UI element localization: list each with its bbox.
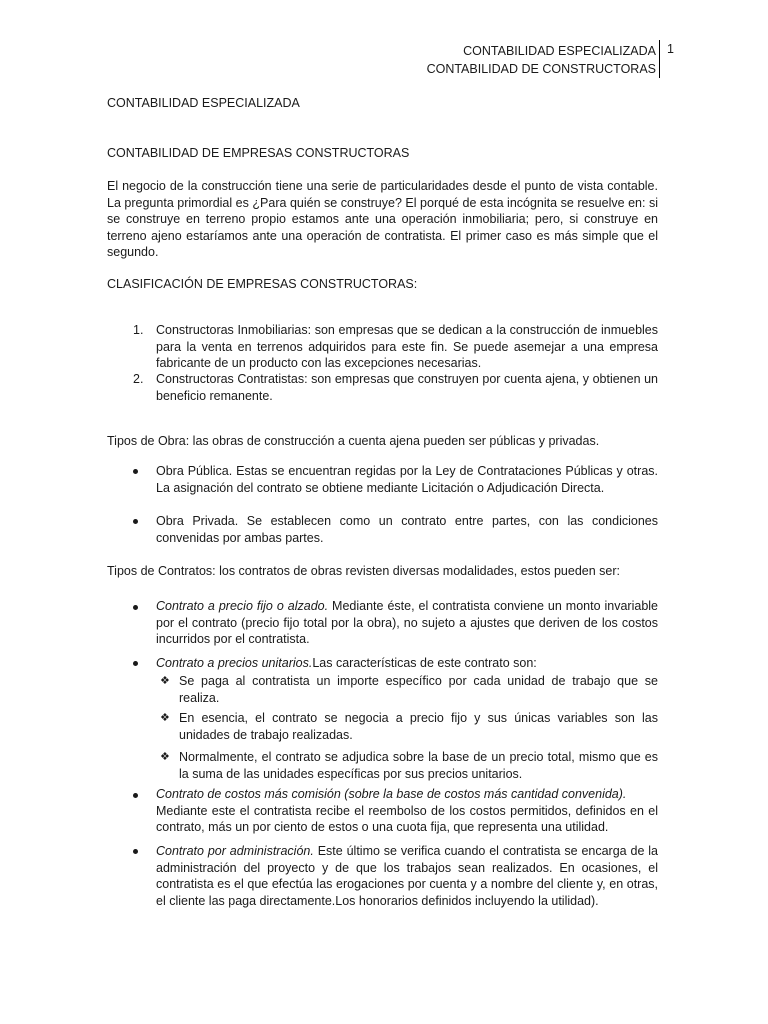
header-line-1: CONTABILIDAD ESPECIALIZADA bbox=[463, 44, 656, 58]
bullet-icon bbox=[133, 519, 138, 524]
diamond-bullet-icon: ❖ bbox=[160, 751, 170, 763]
list-item-costos-comision bbox=[156, 786, 658, 836]
classification-heading: CLASIFICACIÓN DE EMPRESAS CONSTRUCTORAS: bbox=[107, 277, 418, 291]
item-text: Mediante éste, el contratista conviene un monto invariable por el contrato (precio fijo total por la obra), no sujeto a ajustes que deriven de los costos incurridos por el contratista. bbox=[156, 599, 659, 647]
section-title: CONTABILIDAD DE EMPRESAS CONSTRUCTORAS bbox=[107, 146, 410, 160]
bullet-icon bbox=[133, 469, 138, 474]
item-title: Contrato por administración. bbox=[156, 844, 314, 858]
list-item: Obra Privada. Se establecen como un contrato entre partes, con las condiciones convenidas por ambas partes. bbox=[156, 514, 658, 545]
item-text: Este último se verifica cuando el contratista se encarga de la administración del proyecto y de que los trabajos sean realizados. En ocasiones, el contratista es el que efectúa las erogaciones por cuenta y a nombre del cliente y, en otras, el cliente las paga directamente.Los honorarios definidos incluyendo la utilidad). bbox=[156, 844, 658, 908]
list-item-precio-fijo bbox=[156, 598, 658, 648]
header-divider bbox=[659, 40, 660, 78]
diamond-bullet-icon: ❖ bbox=[160, 712, 170, 724]
running-header bbox=[427, 42, 656, 78]
list-number: 2. bbox=[133, 372, 144, 386]
list-item: Obra Pública. Estas se encuentran regidas por la Ley de Contrataciones Públicas y otras. La asignación del contrato se obtiene mediante Licitación o Adjudicación Directa. bbox=[156, 464, 658, 495]
bullet-icon bbox=[133, 661, 138, 666]
diamond-bullet-icon: ❖ bbox=[160, 675, 170, 687]
sub-list-item: Se paga al contratista un importe específico por cada unidad de trabajo que se realiza. bbox=[179, 674, 658, 705]
bullet-icon bbox=[133, 605, 138, 610]
list-item: Constructoras Inmobiliarias: son empresas que se dedican a la construcción de inmuebles para la venta en terrenos adquiridos para este fin. Se puede asemejar a una empresa fabricante de un producto con las excepciones necesarias. bbox=[156, 323, 658, 371]
item-text: Las características de este contrato son: bbox=[312, 656, 537, 670]
header-line-2: CONTABILIDAD DE CONSTRUCTORAS bbox=[426, 62, 656, 76]
bullet-icon bbox=[133, 849, 138, 854]
item-title: Contrato a precio fijo o alzado. bbox=[156, 599, 329, 613]
list-number: 1. bbox=[133, 323, 144, 337]
contratos-intro: Tipos de Contratos: los contratos de obras revisten diversas modalidades, estos pueden ser: bbox=[107, 564, 621, 578]
bullet-icon bbox=[133, 793, 138, 798]
sub-list-item: Normalmente, el contrato se adjudica sobre la base de un precio total, mismo que es la suma de las unidades específicas por sus precios unitarios. bbox=[179, 750, 658, 781]
item-text: Mediante este el contratista recibe el reembolso de los costos permitidos, definidos en el contrato, más un por ciento de estos o una cuota fija, que representa una utilidad. bbox=[156, 803, 658, 835]
intro-paragraph: El negocio de la construcción tiene una serie de particularidades desde el punto de vista contable. La pregunta primordial es ¿Para quién se construye? El porqué de esta incógnita se resuelve en: si se construye en terreno propio estamos ante una operación inmobiliaria; pero, si construye en terreno ajeno estaríamos ante una operación de contratista. El primer caso es más simple que el segundo. bbox=[107, 179, 658, 260]
document-title: CONTABILIDAD ESPECIALIZADA bbox=[107, 96, 300, 110]
page-number: 1 bbox=[667, 42, 674, 56]
list-item-precios-unitarios bbox=[156, 655, 658, 672]
list-item: Constructoras Contratistas: son empresas que construyen por cuenta ajena, y obtienen un beneficio remanente. bbox=[156, 372, 658, 403]
sub-list-item: En esencia, el contrato se negocia a precio fijo y sus únicas variables son las unidades de trabajo realizadas. bbox=[179, 711, 658, 742]
item-title: Contrato a precios unitarios. bbox=[156, 656, 313, 670]
list-item-administracion bbox=[156, 843, 658, 909]
obra-intro: Tipos de Obra: las obras de construcción a cuenta ajena pueden ser públicas y privadas. bbox=[107, 434, 600, 448]
item-title: Contrato de costos más comisión (sobre la base de costos más cantidad convenida). bbox=[156, 787, 627, 801]
